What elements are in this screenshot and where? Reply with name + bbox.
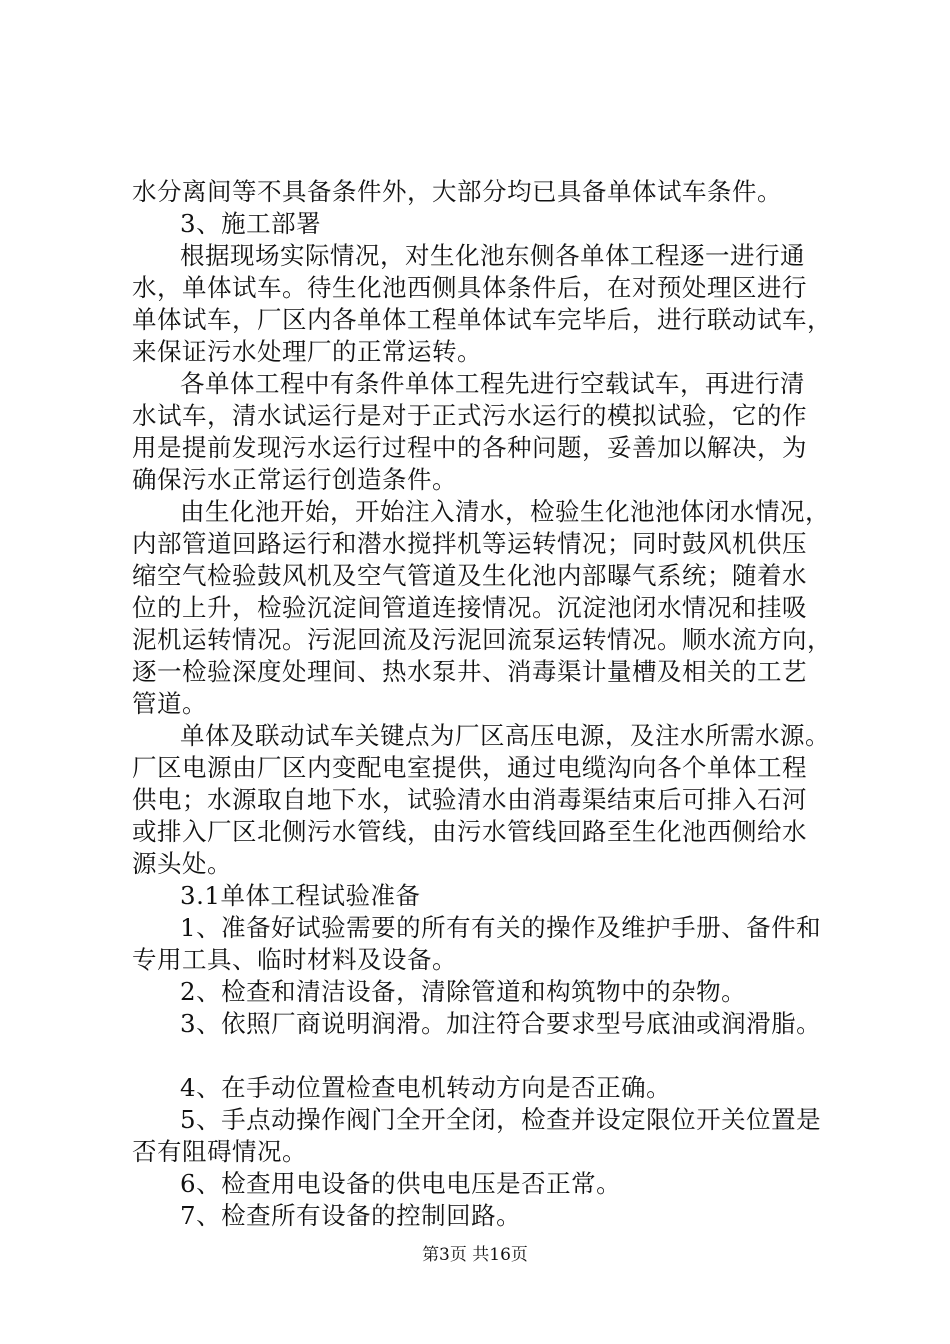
list-item: 7、检查所有设备的控制回路。 [180, 1201, 522, 1230]
text-line: 泥机运转情况。污泥回流及污泥回流泵运转情况。顺水流方向， [132, 625, 832, 654]
text-line: 供电；水源取自地下水，试验清水由消毒渠结束后可排入石河 [132, 785, 807, 814]
text-line: 用是提前发现污水运行过程中的各种问题，妥善加以解决，为 [132, 433, 807, 462]
list-item: 3、依照厂商说明润滑。加注符合要求型号底油或润滑脂。 [180, 1009, 822, 1038]
text-line: 水，单体试车。待生化池西侧具体条件后，在对预处理区进行 [132, 273, 807, 302]
section-heading: 3.1单体工程试验准备 [180, 881, 421, 910]
text-line: 内部管道回路运行和潜水搅拌机等运转情况；同时鼓风机供压 [132, 529, 807, 558]
list-item: 4、在手动位置检查电机转动方向是否正确。 [180, 1073, 672, 1102]
list-item-continuation: 专用工具、临时材料及设备。 [132, 945, 457, 974]
text-line: 单体试车，厂区内各单体工程单体试车完毕后，进行联动试车， [132, 305, 832, 334]
text-line: 水分离间等不具备条件外，大部分均已具备单体试车条件。 [132, 177, 782, 206]
page-number-footer: 第3页 共16页 [422, 1245, 528, 1265]
text-line: 厂区电源由厂区内变配电室提供，通过电缆沟向各个单体工程 [132, 753, 807, 782]
text-line: 管道。 [132, 689, 207, 718]
text-line: 源头处。 [132, 849, 232, 878]
text-line: 位的上升，检验沉淀间管道连接情况。沉淀池闭水情况和挂吸 [132, 593, 807, 622]
list-item-continuation: 否有阻碍情况。 [132, 1137, 307, 1166]
list-item: 2、检查和清洁设备，清除管道和构筑物中的杂物。 [180, 977, 747, 1006]
text-line: 确保污水正常运行创造条件。 [132, 465, 457, 494]
text-line: 来保证污水处理厂的正常运转。 [132, 337, 482, 366]
section-heading: 3、施工部署 [180, 209, 322, 238]
text-line: 缩空气检验鼓风机及空气管道及生化池内部曝气系统；随着水 [132, 561, 807, 590]
list-item: 1、准备好试验需要的所有有关的操作及维护手册、备件和 [180, 913, 822, 942]
text-line: 根据现场实际情况，对生化池东侧各单体工程逐一进行通 [180, 241, 805, 270]
text-line: 或排入厂区北侧污水管线，由污水管线回路至生化池西侧给水 [132, 817, 807, 846]
text-line: 各单体工程中有条件单体工程先进行空载试车，再进行清 [180, 369, 805, 398]
list-item: 6、检查用电设备的供电电压是否正常。 [180, 1169, 622, 1198]
text-line: 由生化池开始，开始注入清水，检验生化池池体闭水情况， [180, 497, 830, 526]
text-line: 水试车，清水试运行是对于正式污水运行的模拟试验，它的作 [132, 401, 807, 430]
text-line: 单体及联动试车关键点为厂区高压电源，及注水所需水源。 [180, 721, 830, 750]
text-line: 逐一检验深度处理间、热水泵井、消毒渠计量槽及相关的工艺 [132, 657, 807, 686]
list-item: 5、手点动操作阀门全开全闭，检查并设定限位开关位置是 [180, 1105, 822, 1134]
